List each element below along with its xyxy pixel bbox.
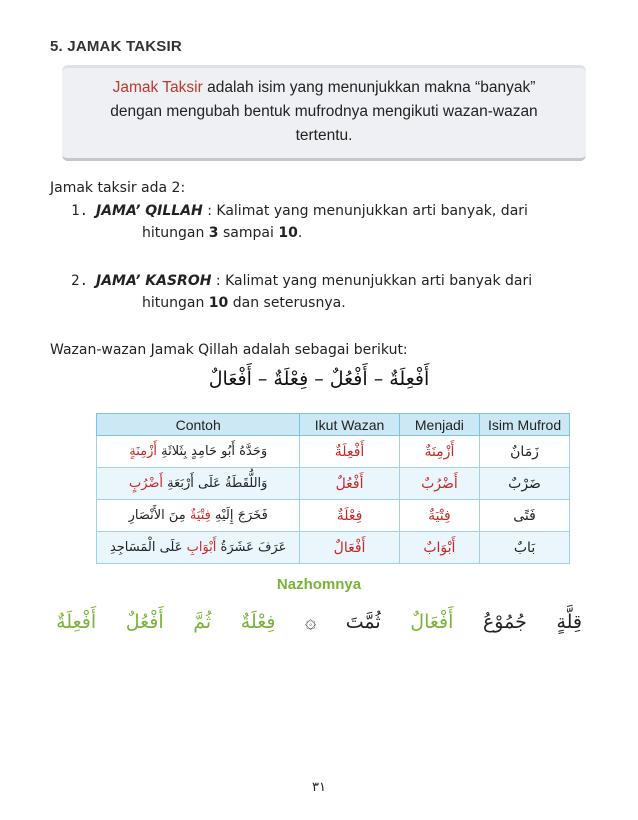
table-header: Menjadi <box>399 414 479 436</box>
definition-term: Jamak Taksir <box>112 79 203 96</box>
wazan-cell: فِعْلَةٌ <box>300 500 399 532</box>
mufrod-cell: بَابٌ <box>480 532 570 564</box>
example-cell <box>97 500 300 532</box>
item-bold-number: 3 <box>208 225 219 241</box>
definition-text-1: adalah isim yang menunjukkan makna “banyak” <box>202 79 536 96</box>
result-cell: أَبْوَابٌ <box>399 532 479 564</box>
mufrod-cell: فَتًى <box>480 500 570 532</box>
wazan-cell: أَفْعُلٌ <box>300 468 399 500</box>
example-text: وَحَدَّهُ أَبُو حَامِدٍ بِثَلاثَةِ <box>157 444 268 459</box>
item-cont-text: sampai <box>218 225 279 241</box>
table-header: Isim Mufrod <box>480 414 570 436</box>
example-highlight: أَبْوَابِ <box>186 540 217 555</box>
example-highlight: فِتْيَةٌ <box>189 508 211 523</box>
nazhom-word: جُمُوْعُ <box>482 611 527 633</box>
item-bold-number: 10 <box>278 225 298 241</box>
result-cell: أَضْرُبٌ <box>399 468 479 500</box>
nazhom-verse <box>56 602 582 642</box>
example-text: عَلَى الْمَسَاجِدِ <box>109 540 187 555</box>
item-bold-number: 10 <box>208 295 229 311</box>
example-text: مِنَ الأَنْصَارِ <box>128 508 190 523</box>
list-item <box>50 270 532 314</box>
example-cell <box>97 468 300 500</box>
item-continuation <box>50 222 528 244</box>
item-number: 1. <box>71 203 88 219</box>
example-text: عَرَفَ عَشَرَةُ <box>216 540 287 555</box>
table-row <box>97 532 570 564</box>
table-header-row <box>97 414 570 436</box>
wazan-intro: Wazan-wazan Jamak Qillah adalah sebagai berikut: <box>50 342 408 358</box>
mufrod-cell: ضَرْبٌ <box>480 468 570 500</box>
nazhom-word: أَفْعِلَةٌ <box>56 611 97 633</box>
wazan-list: أَفْعِلَةٌ – أَفْعُلٌ – فِعْلَةٌ – أَفْعَالٌ <box>208 368 430 390</box>
nazhom-word: أَفْعَالٌ <box>410 611 454 633</box>
table-row <box>97 436 570 468</box>
table-row <box>97 500 570 532</box>
list-item <box>50 200 528 244</box>
nazhom-word: ثُمَّ <box>193 611 212 633</box>
item-continuation <box>50 292 532 314</box>
item-cont-text: dan seterusnya. <box>228 295 346 311</box>
verse-separator-icon: ۞ <box>305 611 317 633</box>
nazhom-title: Nazhomnya <box>276 576 362 593</box>
wazan-table <box>96 413 570 564</box>
result-cell: أَزْمِنَةٌ <box>399 436 479 468</box>
example-cell <box>97 436 300 468</box>
intro-text: Jamak taksir ada 2: <box>50 180 186 196</box>
item-cont-text: hitungan <box>142 225 209 241</box>
example-cell <box>97 532 300 564</box>
table-header: Ikut Wazan <box>300 414 399 436</box>
item-term: JAMA’ KASROH <box>96 273 212 289</box>
example-text: فَخَرَجَ إِلَيْهِ <box>210 508 268 523</box>
nazhom-word: قِلَّةٍ <box>556 611 582 633</box>
table-row <box>97 468 570 500</box>
example-highlight: أَضْرُبٍ <box>128 476 164 491</box>
page-number: ٣١ <box>312 780 326 795</box>
definition-line-3: tertentu. <box>295 127 353 144</box>
example-text: وَاللُّقَطَةُ عَلَى أَرْبَعَةِ <box>163 476 268 491</box>
mufrod-cell: زَمَانٌ <box>480 436 570 468</box>
item-number: 2. <box>71 273 88 289</box>
definition-line-2: dengan mengubah bentuk mufrodnya mengikuti wazan-wazan <box>110 103 538 120</box>
nazhom-word: أَفْعُلٌ <box>125 611 164 633</box>
section-title: 5. JAMAK TAKSIR <box>50 38 182 55</box>
item-text: : Kalimat yang menunjukkan arti banyak, dari <box>202 203 528 219</box>
item-term: JAMA’ QILLAH <box>96 203 203 219</box>
wazan-cell: أَفْعِلَةٌ <box>300 436 399 468</box>
wazan-cell: أَفْعَالٌ <box>300 532 399 564</box>
nazhom-word: فِعْلَةٌ <box>240 611 276 633</box>
item-cont-text: hitungan <box>142 295 209 311</box>
example-highlight: أَزْمِنَةٍ <box>129 444 158 459</box>
result-cell: فِتْيَةٌ <box>399 500 479 532</box>
definition-line-1 <box>62 76 586 100</box>
nazhom-word: ثُمَّتَ <box>345 611 381 633</box>
item-text: : Kalimat yang menunjukkan arti banyak dari <box>211 273 533 289</box>
item-cont-text: . <box>297 225 303 241</box>
definition-box <box>62 65 586 161</box>
table-header: Contoh <box>97 414 300 436</box>
